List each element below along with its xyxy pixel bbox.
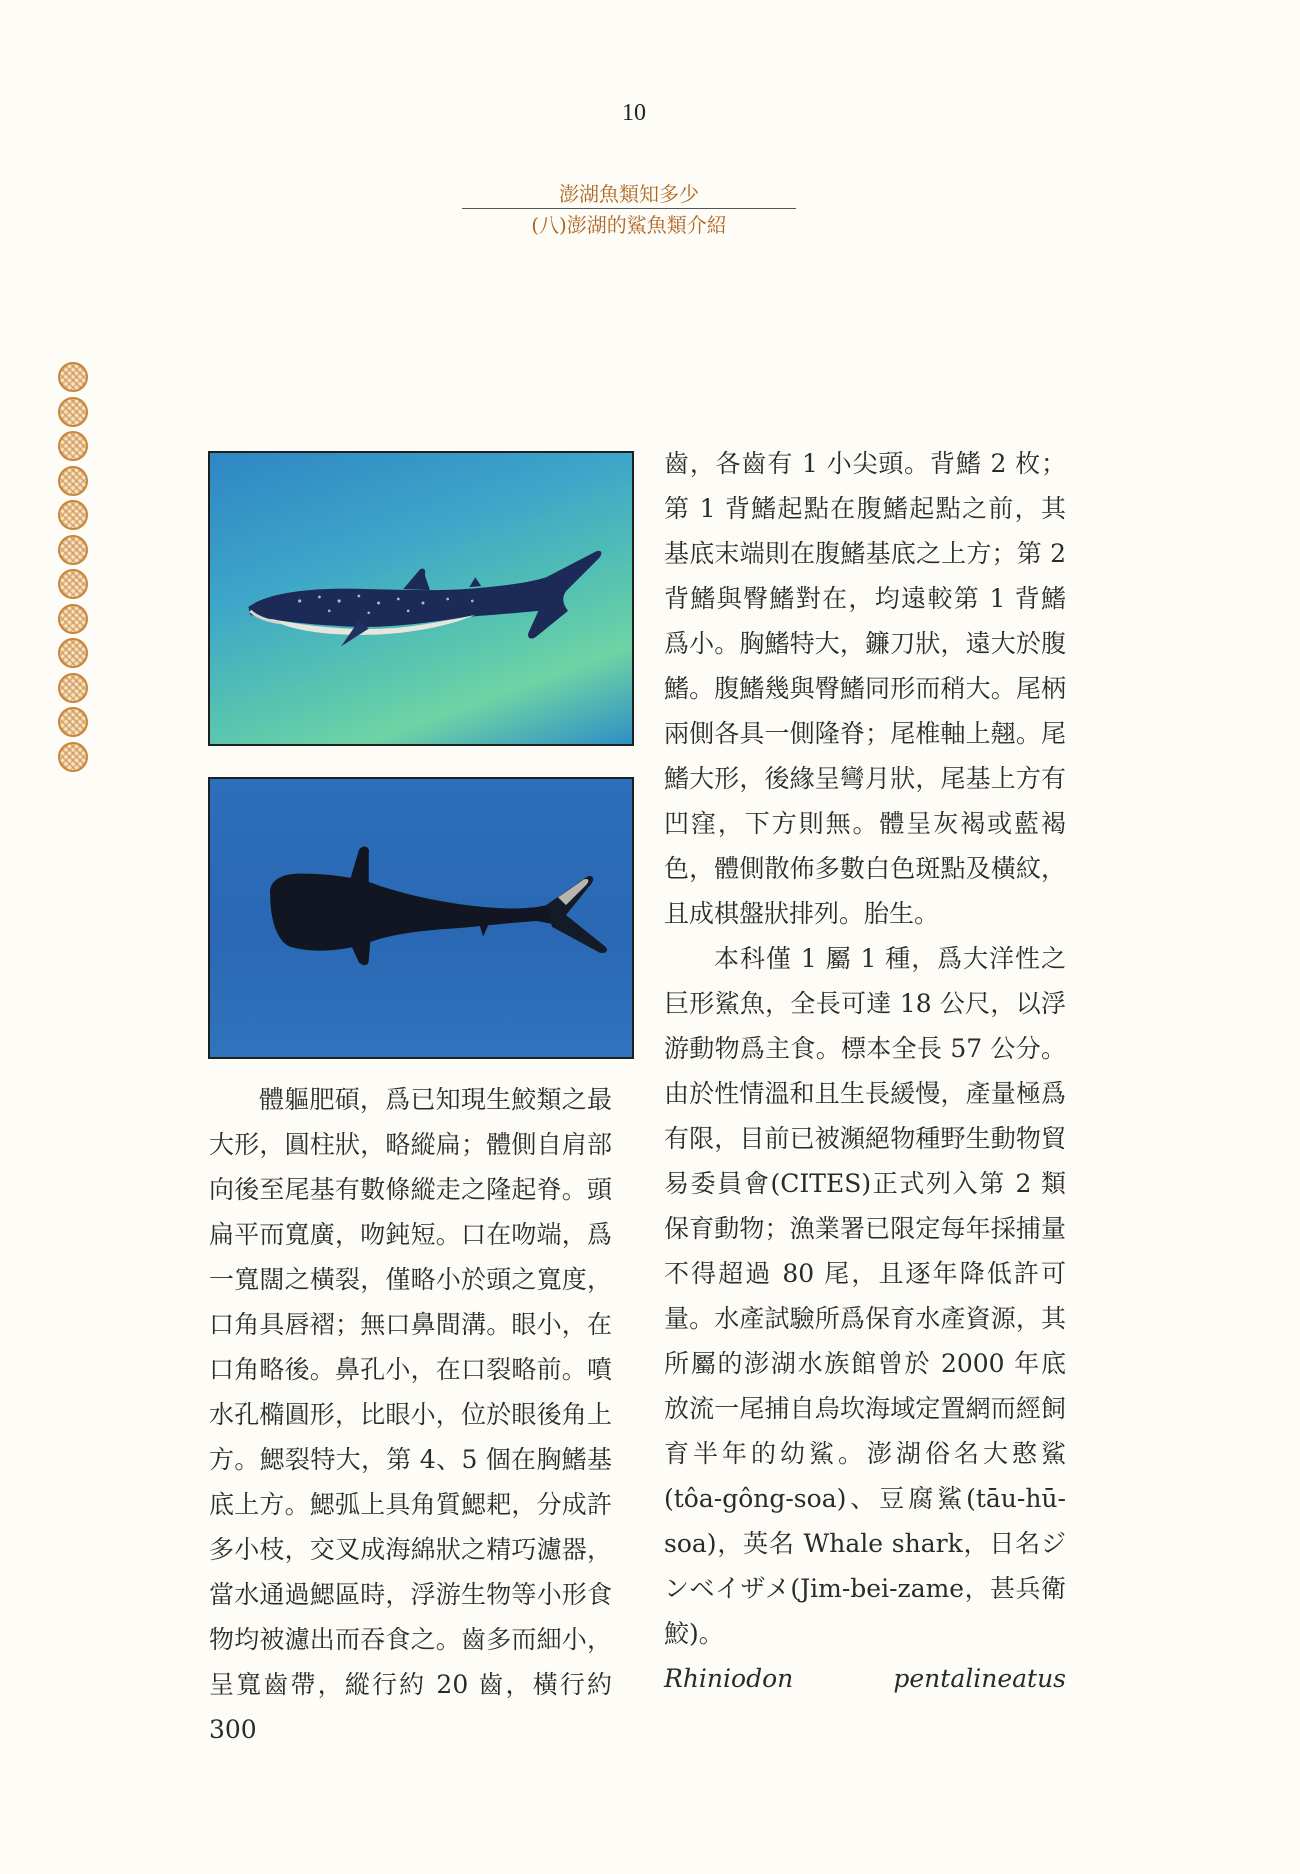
paragraph: 齒，各齒有 1 小尖頭。背鰭 2 枚；第 1 背鰭起點在腹鰭起點之前，其基底末端則在腹鰭基底之上方；第 2 背鰭與臀鰭對在，均遠較第 1 背鰭爲小。胸鰭特大，鐮刀狀，遠大於腹鰭。腹鰭幾與臀鰭同形而稍大。尾柄兩側各具一側隆脊；尾椎軸上翹。尾鰭大形，後緣呈彎月狀，尾基上方有凹窪，下方則無。體呈灰褐或藍褐色，體側散佈多數白色斑點及橫紋，且成棋盤狀排列。胎生。 bbox=[664, 449, 1066, 928]
page-number: 10 bbox=[622, 100, 646, 126]
coin-ornament-icon bbox=[58, 500, 88, 530]
body-text-right-column bbox=[664, 441, 1066, 1701]
coin-ornament-icon bbox=[58, 466, 88, 496]
coin-ornament-icon bbox=[58, 604, 88, 634]
photo-whale-shark-dorsal bbox=[208, 777, 634, 1059]
header-subtitle: (八)澎湖的鯊魚類介紹 bbox=[531, 213, 727, 237]
coin-ornament-icon bbox=[58, 638, 88, 668]
coin-ornament-icon bbox=[58, 362, 88, 392]
coin-ornament-icon bbox=[58, 397, 88, 427]
coin-ornament-icon bbox=[58, 673, 88, 703]
running-header bbox=[462, 180, 796, 239]
paragraph: 體軀肥碩，爲已知現生鮫類之最大形，圓柱狀，略縱扁；體側自肩部向後至尾基有數條縱走之隆起脊。頭扁平而寬廣，吻鈍短。口在吻端，爲一寬闊之橫裂，僅略小於頭之寬度，口角具唇褶；無口鼻間溝。眼小，在口角略後。鼻孔小，在口裂略前。噴水孔橢圓形，比眼小，位於眼後角上方。鰓裂特大，第 4、5 個在胸鰭基底上方。鰓弧上具角質鰓耙，分成許多小枝，交叉成海綿狀之精巧濾器，當水通過鰓區時，浮游生物等小形食物均被濾出而吞食之。齒多而細小，呈寬齒帶，縱行約 20 齒，橫行約 300 bbox=[209, 1085, 612, 1744]
body-text-left-column bbox=[209, 1077, 612, 1752]
paragraph: 本科僅 1 屬 1 種，爲大洋性之巨形鯊魚，全長可達 18 公尺，以浮游動物爲主食。標本全長 57 公分。由於性情溫和且生長緩慢，產量極爲有限，目前已被瀕絕物種野生動物貿易委員會(CITES)正式列入第 2 類保育動物；漁業署已限定每年採捕量不得超過 80 尾，且逐年降低許可量。水產試驗所爲保育水產資源，其所屬的澎湖水族館曾於 2000 年底放流一尾捕自烏坎海域定置網而經飼育半年的幼鯊。澎湖俗名大憨鯊(tôa-gông-soa)、豆腐鯊(tāu-hū-soa)，英名 Whale shark，日名ジンベイザメ(Jim-bei-zame，甚兵衛鮫)。 bbox=[664, 944, 1066, 1648]
coin-ornament-icon bbox=[58, 431, 88, 461]
coin-ornament-icon bbox=[58, 707, 88, 737]
coin-ornament-icon bbox=[58, 535, 88, 565]
decorative-coin-border bbox=[58, 362, 92, 776]
header-divider bbox=[462, 208, 796, 209]
photo-whale-shark-side bbox=[208, 451, 634, 746]
whale-shark-dorsal-view-icon bbox=[210, 779, 632, 1057]
coin-ornament-icon bbox=[58, 569, 88, 599]
scientific-name: Rhiniodon pentalineatus bbox=[664, 1664, 1066, 1693]
coin-ornament-icon bbox=[58, 742, 88, 772]
whale-shark-side-view-icon bbox=[210, 453, 632, 744]
header-title: 澎湖魚類知多少 bbox=[559, 182, 699, 206]
